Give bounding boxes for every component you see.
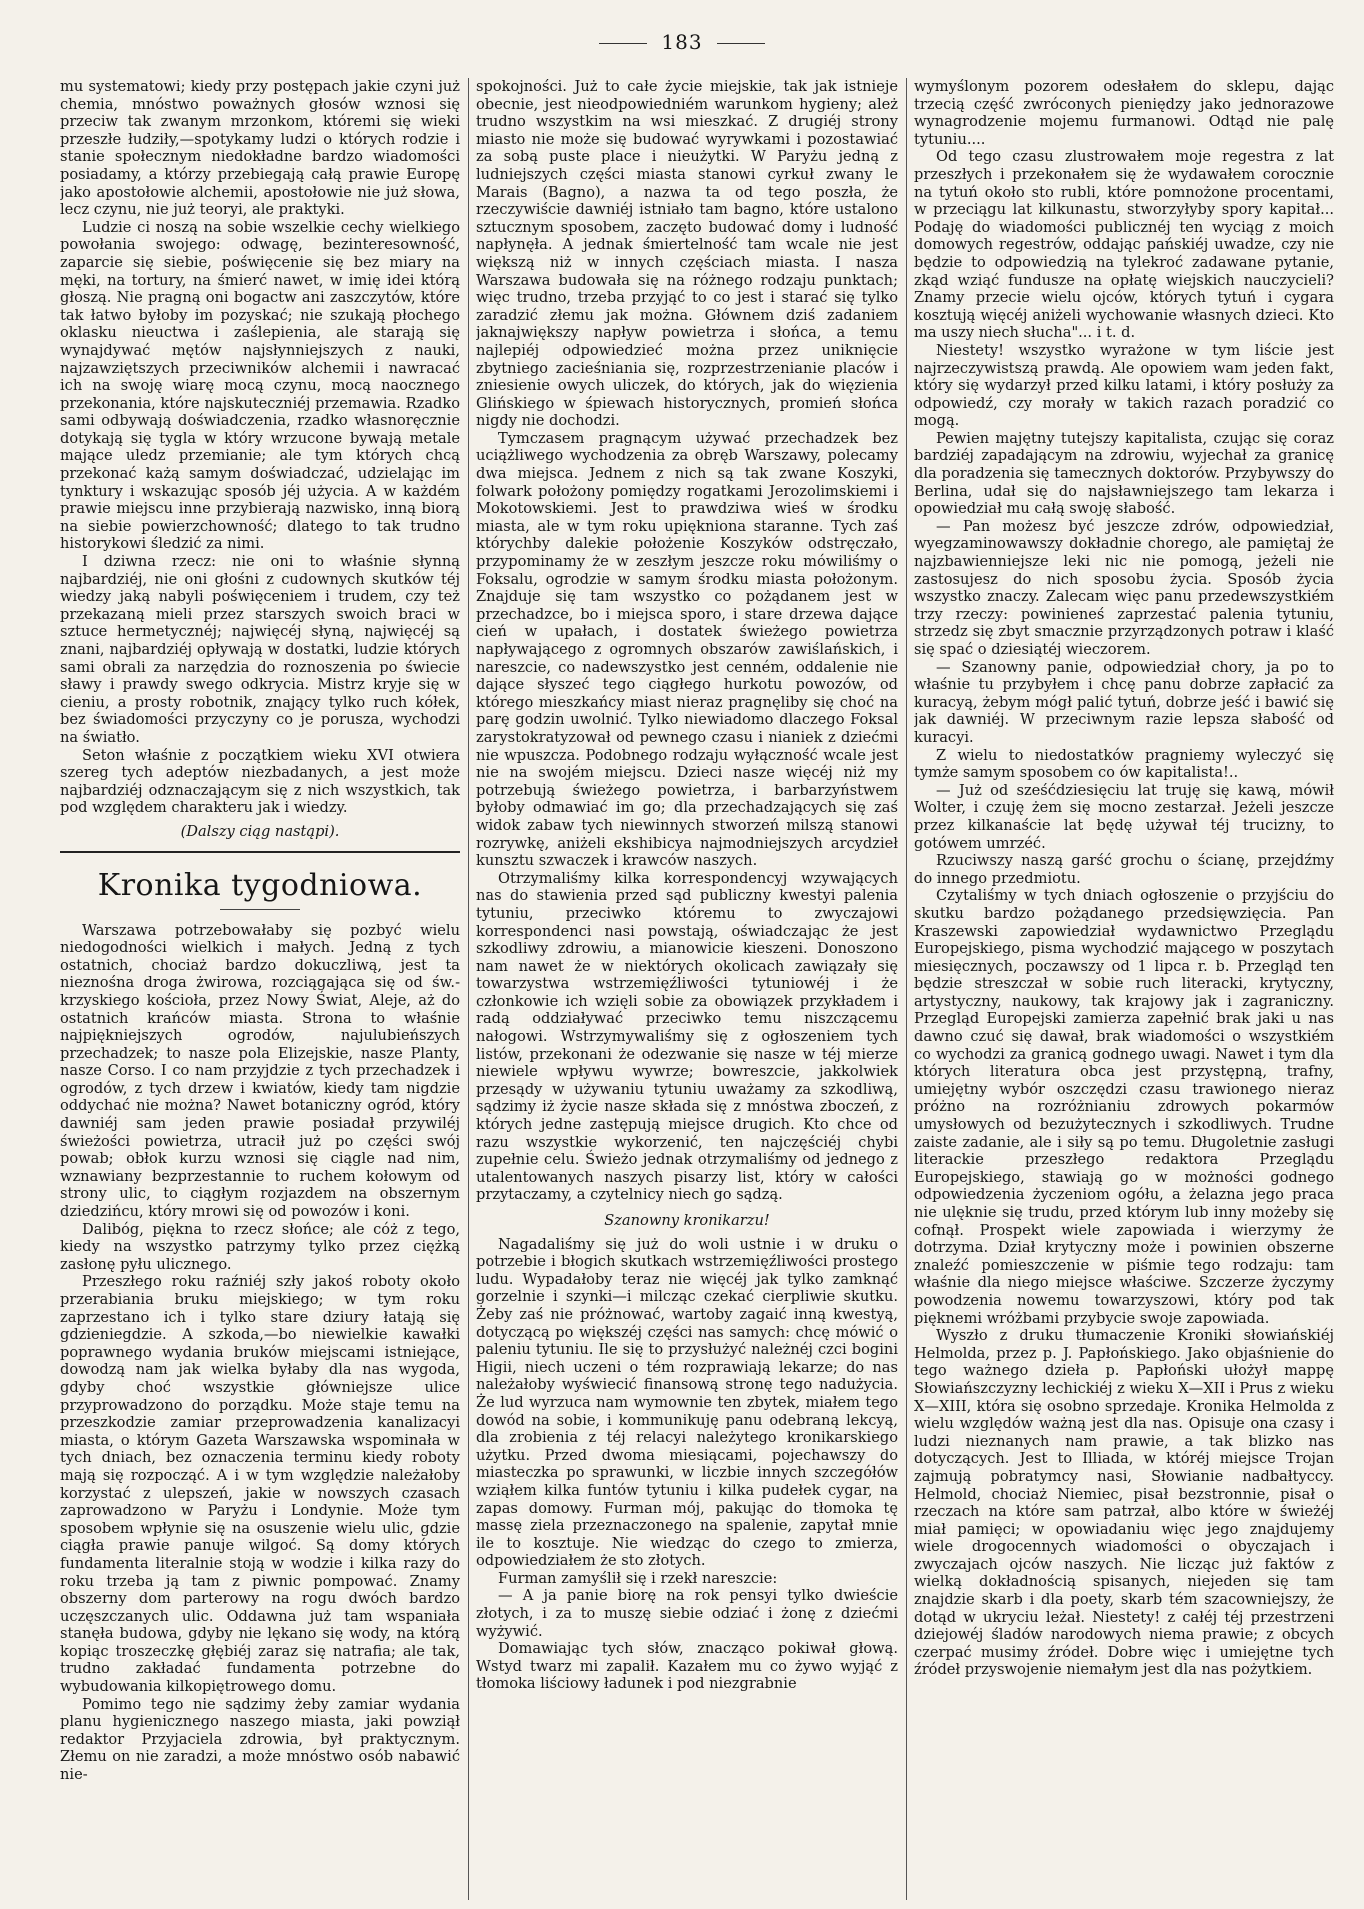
column-3 xyxy=(914,78,1334,1900)
page-number xyxy=(0,30,1364,54)
letter-salutation: Szanowny kronikarzu! xyxy=(604,1212,770,1229)
paragraph: Ludzie ci noszą na sobie wszelkie cechy wielkiego powołania swojego: odwagę, bezinteresowność, zaparcie się siebie, poświęcenie się bez miary na męki, na tortury, na śmierć nawet, w imię idei którą głoszą. Nie pragną oni bogactw ani zaszczytów, które tak łatwo byłoby im pozyskać; nie szukają płochego oklasku nieuctwa i zaślepienia, ale starają się wynajdywać mętów najsłynniejszych z nauki, najzawziętszych przeciwników alchemii i nawracać ich na swoję wiarę mocą czynu, mocą naocznego przekonania, które najskuteczniéj przemawia. Rzadko sami odbywają doświadczenia, rzadko własnoręcznie dotykają się tygla w który wrzucone bywają metale mające uledz przemianie; ale tym których chcą przekonać każą samym doświadczać, udzielając im tynktury i wskazując sposób jéj użycia. A w każdém prawie miejscu inne przybierają nazwisko, inną biorą na siebie powierzchowność; dlatego to tak trudno historykowi śledzić za nimi. xyxy=(60,218,460,553)
paragraph: Warszawa potrzebowałaby się pozbyć wielu niedogodności wielkich i małych. Jedną z tych ostatnich, chociaż bardzo dokuczliwą, jest ta nieznośna droga żwirowa, rozciągająca się od św.-krzyskiego kościoła, przez Nowy Świat, Aleje, aż do ostatnich krańców miasta. Strona to właśnie najpiękniejszych ogrodów, najulubieńszych przechadzek; to nasze pola Elizejskie, nasze Planty, nasze Corso. I co nam przyjdzie z tych przechadzek i ogrodów, z tych drzew i kwiatów, kiedy tam nigdzie oddychać nie można? Nawet botaniczny ogród, który dawniéj sam jeden prawie posiadał przywiléj świeżości powietrza, utracił już po części swój powab; obłok kurzu wznosi się ciągle nad nim, wznawiany bezprzestannie to ruchem kołowym od strony ulic, to ciągłym rozjazdem na obszernym dziedzińcu, który mrowi się od powozów i koni. xyxy=(60,921,460,1221)
paragraph: Seton właśnie z początkiem wieku XVI otwiera szereg tych adeptów niezbadanych, a jest może najbardziéj odznaczającym się z nich wszystkich, tak pod względem charakteru jak i wiedzy. xyxy=(60,746,460,817)
paragraph: Z wielu to niedostatków pragniemy wyleczyć się tymże samym sposobem co ów kapitalista!.. xyxy=(914,746,1334,782)
paragraph: I dziwna rzecz: nie oni to właśnie słynną najbardziéj, nie oni głośni z cudownych skutków téj wiedzy jaką nabyli poświęceniem i trudem, czy też przekazaną mieli przez starszych swoich braci w sztuce hermetycznéj; najwięcéj słyną, najwięcéj są znani, najbardziéj opływają w dostatki, ludzie których sami obrali za narzędzia do roznoszenia po świecie sławy i prawdy swego odkrycia. Mistrz kryje się w cieniu, a prosty robotnik, znający tylko ruch kółek, bez świadomości przyczyny co je porusza, wychodzi na światło. xyxy=(60,553,460,746)
paragraph: Domawiając tych słów, znacząco pokiwał głową. Wstyd twarz mi zapalił. Kazałem mu co żywo wyjąć z tłomoka liściowy ładunek i pod niezgrabnie xyxy=(476,1640,898,1693)
column-1 xyxy=(60,78,460,1900)
paragraph: Dalibóg, piękna to rzecz słońce; ale cóż z tego, kiedy na wszystko patrzymy tylko przez ciężką zasłonę pyłu ulicznego. xyxy=(60,1220,460,1273)
paragraph: Pewien majętny tutejszy kapitalista, czując się coraz bardziéj zapadającym na zdrowiu, wyjechał za granicę dla poradzenia się tamecznych doktorów. Przybywszy do Berlina, udał się do najsławniejszego tam lekarza i opowiedział mu całą swoję słabość. xyxy=(914,429,1334,518)
paragraph: Od tego czasu zlustrowałem moje regestra z lat przeszłych i przekonałem się że wydawałem corocznie na tytuń około sto rubli, które pomnożone procentami, w przeciągu lat kilkunastu, stworzyłyby spory kapitał... Podaję do wiadomości publicznéj ten wyciąg z moich domowych regestrów, oddając pańskiéj uwadze, czy nie będzie to odpowiedzią na tylekroć zadawane pytanie, zkąd wziąć fundusze na opłatę wiejskich nauczycieli? Znamy przecie wielu ojców, których tytuń i cygara kosztują więcéj aniżeli wychowanie własnych dzieci. Kto ma uszy niech słucha"... i t. d. xyxy=(914,148,1334,342)
continuation-note: (Dalszy ciąg nastąpi). xyxy=(180,822,340,840)
column-2 xyxy=(476,78,898,1900)
paragraph: — Pan możesz być jeszcze zdrów, odpowiedział, wyegzaminowawszy dokładnie chorego, ale pamiętaj że najzbawienniejsze leki nic nie pomogą, jeżeli nie zastosujesz do nich sposobu życia. Sposób życia wszystko znaczy. Zalecam więc panu przedewszystkiém trzy rzeczy: powinieneś zaprzestać palenia tytuniu, strzedz się zbyt smacznie przyrządzonych potraw i klaść się spać o dziesiątéj wieczorem. xyxy=(914,517,1334,658)
paragraph: — A ja panie biorę na rok pensyi tylko dwieście złotych, i za to muszę siebie odziać i żonę z dziećmi wyżywić. xyxy=(476,1587,898,1640)
paragraph: Przeszłego roku raźniéj szły jakoś roboty około przerabiania bruku miejskiego; w tym roku zaprzestano ich i tylko stare dziury łatają się gdzieniegdzie. A szkoda,—bo niewielkie kawałki poprawnego wydania bruków miejscami istniejące, dowodzą nam jak wielka byłaby dla nas wygoda, gdyby choć wszystkie główniejsze ulice przyprowadzono do porządku. Może staje temu na przeszkodzie zamiar przeprowadzenia kanalizacyi miasta, o którym Gazeta Warszawska wspominała w tych dniach, bez oznaczenia terminu kiedy roboty mają się rozpocząć. A i w tym względzie należałoby korzystać z ulepszeń, jakie w nowszych czasach zaprowadzono w Paryżu i Londynie. Może tym sposobem wpłynie się na osuszenie wielu ulic, gdzie ciągła prawie panuje wilgoć. Są domy których fundamenta literalnie stoją w wodzie i kilka razy do roku trzeba ją tam z piwnic pompować. Znamy obszerny dom parterowy na rogu dwóch bardzo uczęszczanych ulic. Oddawna już tam wspaniała stanęła budowa, gdyby nie lękano się wody, na którą kopiąc troszeczkę głębiéj zaraz się natrafia; ale tak, trudno zakładać fundamenta potrzebne do wybudowania kilkopiętrowego domu. xyxy=(60,1273,460,1696)
paragraph: Otrzymaliśmy kilka korrespondencyj wzywających nas do stawienia przed sąd publiczny kwestyi palenia tytuniu, przeciwko któremu to zwyczajowi korrespondenci nasi powstają, oświadczając że jest szkodliwy zdrowiu, a mianowicie kieszeni. Donoszono nam nawet że w niektórych okolicach zawiązały się towarzystwa wstrzemięźliwości tytuniowéj i że członkowie ich wzięli sobie za obowiązek przykładem i radą oddziaływać przeciwko temu niszczącemu nałogowi. Wstrzymywaliśmy się z ogłoszeniem tych listów, przekonani że odezwanie się nasze w téj mierze niewiele wpływu wywrze; bowreszcie, jakkolwiek przesądy w używaniu tytuniu uważamy za szkodliwą, sądzimy iż życie nasze składa się z mnóstwa zboczeń, z których jedne zastępują miejsce drugich. Kto chce od razu wszystkie wykorzenić, ten najczęściéj chybi zupełnie celu. Świeżo jednak otrzymaliśmy od jednego z utalentowanych naszych pisarzy list, który w całości przytaczamy, a czytelnicy niech go sądzą. xyxy=(476,869,898,1204)
column-divider-2 xyxy=(906,78,907,1900)
paragraph: mu systematowi; kiedy przy postępach jakie czyni już chemia, mnóstwo poważnych głosów wznosi się przeciw tak zwanym mrzonkom, któremi się wieki przeszłe łudziły,—spotykamy ludzi o których rodzie i stanie społecznym niedokładne bardzo wiadomości posiadamy, a którzy przebiegają całą prawie Europę jako apostołowie alchemii, apostołowie nie już słowa, lecz czynu, nie już teoryi, ale praktyki. xyxy=(60,78,460,219)
paragraph: Furman zamyślił się i rzekł nareszcie: xyxy=(498,1569,778,1587)
paragraph: Tymczasem pragnącym używać przechadzek bez uciążliwego wychodzenia za obręb Warszawy, polecamy dwa miejsca. Jednem z nich są tak zwane Koszyki, folwark położony pomiędzy rogatkami Jerozolimskiemi i Mokotowskiemi. Jest to prawdziwa wieś w środku miasta, ale w tym roku upiękniona staranne. Tych zaś którychby dalekie położenie Koszyków odstręczało, przypominamy że w zeszłym jeszcze roku mówiliśmy o Foksalu, ogrodzie w samym środku miasta położonym. Znajduje się tam wszystko co pożądanem jest w przechadzce, bo i miejsca sporo, i stare drzewa dające cień w upałach, i dostatek świeżego powietrza napływającego z ogromnych obszarów zawiślańskich, i nareszcie, co nadewszystko jest cenném, oddalenie nie dające słyszeć tego ciągłego hurkotu powozów, od którego mieszkańcy miast nieraz pragnęliby się choć na parę godzin uwolnić. Tylko niewiadomo dlaczego Foksal zarystokratyzował od pewnego czasu i nianiek z dziećmi nie wpuszcza. Podobnego rodzaju wyłączność wcale jest nie na swojém miejscu. Dzieci nasze więcéj niż my potrzebują świeżego powietrza, i barbarzyństwem byłoby odmawiać im go; dla przechadzających się zaś widok zabaw tych niewinnych stworzeń milszą stanowi rozrywkę, aniżeli ekshibicya najmodniejszych arcydzieł kunsztu szwaczek i krawców naszych. xyxy=(476,429,898,870)
paragraph: Rzuciwszy naszą garść grochu o ścianę, przejdźmy do innego przedmiotu. xyxy=(914,852,1334,887)
title-underline xyxy=(220,909,300,910)
column-divider-1 xyxy=(468,78,469,1900)
paragraph: Pomimo tego nie sądzimy żeby zamiar wydania planu hygienicznego naszego miasta, jaki powziął redaktor Przyjaciela zdrowia, był praktycznym. Złemu on nie zaradzi, a może mnóstwo osób nabawić nie- xyxy=(60,1695,460,1784)
paragraph: Nagadaliśmy się już do woli ustnie i w druku o potrzebie i błogich skutkach wstrzemięźliwości prostego ludu. Wypadałoby teraz nie więcéj jak tylko zamknąć gorzelnie i szynki—i milcząc czekać cierpliwie skutku. Żeby zaś nie próżnować, wartoby zagaić inną kwestyą, dotyczącą po większéj części nas samych: chcę mówić o paleniu tytuniu. Ile się to przysłużyć należnéj czci bogini Higii, niech uczeni o tém rozprawiają lekarze; do nas należałoby wyświecić finansową stronę tego nadużycia. Że lud wyrzuca nam wymownie ten zbytek, miałem tego dowód na sobie, i kommunikuję panu odebraną lekcyą, dla zrobienia z téj relacyi należytego kronikarskiego użytku. Przed dwoma miesiącami, pojechawszy do miasteczka po sprawunki, w liczbie innych szczegółów wziąłem kilka funtów tytuniu i kilka pudełek cygar, na zapas domowy. Furman mój, pakując do tłomoka tę massę ziela przeznaczonego na spalenie, zapytał mnie ile to kosztuje. Nie wiedząc do czego to zmierza, odpowiedziałem że sto złotych. xyxy=(476,1235,898,1570)
paragraph: spokojności. Już to całe życie miejskie, tak jak istnieje obecnie, jest nieodpowiedniém warunkom hygieny; ależ trudno wszystkim na wsi mieszkać. Z drugiéj strony miasto nie może się budować wyrywkami i pozostawiać za sobą puste place i nieużytki. W Paryżu jedną z ludniejszych części miasta stanowi cyrkuł zwany le Marais (Bagno), a nazwa ta od tego poszła, że rzeczywiście dawniéj istniało tam bagno, które ustalono sztucznym sposobem, zaczęto budować domy i ludność napłynęła. A jednak śmiertelność tam wcale nie jest większą niż w innych częściach miasta. I nasza Warszawa budowała się na różnego rodzaju punktach; więc trudno, trzeba przyjąć to co jest i starać się tylko zaradzić złemu jak można. Głównem dziś zadaniem jaknajwiększy napływ powietrza i słońca, a temu najlepiéj odpowiedzieć można przez uniknięcie zbytniego zacieśniania się, rozprzestrzenianie placów i zniesienie owych uliczek, do których, jak do więzienia Glińskiego w śpiewach historycznych, promień słońca nigdy nie dochodzi. xyxy=(476,78,898,430)
paragraph: Wyszło z druku tłumaczenie Kroniki słowiańskiéj Helmolda, przez p. J. Papłońskiego. Jako objaśnienie do tego ważnego dzieła p. Papłoński ułożył mappę Słowiańszczyzny lechickiéj z wieku X—XII i Prus z wieku X—XIII, która się osobno sprzedaje. Kronika Helmolda z wielu względów ważną jest dla nas. Opisuje ona czasy i ludzi nieznanych nam prawie, a tak blizko nas dotyczących. Jest to Illiada, w któréj miejsce Trojan zajmują pobratymcy nasi, Słowianie nadbałtyccy. Helmold, chociaż Niemiec, pisał bezstronnie, pisał o rzeczach na które sam patrzał, albo które w świeżéj miał pamięci; w opowiadaniu więc jego znajdujemy wiele drogocennych wiadomości o obyczajach i zwyczajach ojców naszych. Nie licząc już faktów z wielką dokładnością spisanych, niejeden się tam znajdzie skarb i dla poety, skarb tém szacowniejszy, że dotąd w ukryciu leżał. Niestety! z całéj téj przestrzeni dziejowéj śladów narodowych niema prawie; z obcych czerpać musimy źródeł. Dobre więc i umiejętne tych źródeł przyswojenie niemałym jest dla nas pożytkiem. xyxy=(914,1327,1334,1679)
paragraph: wymyślonym pozorem odesłałem do sklepu, dając trzecią część zwróconych pieniędzy jako jednorazowe wynagrodzenie mojemu furmanowi. Odtąd nie palę tytuniu.... xyxy=(914,78,1334,148)
paragraph: Niestety! wszystko wyrażone w tym liście jest najrzeczywistszą prawdą. Ale opowiem wam jeden fakt, który się wydarzył przed kilku latami, i który posłuży za odpowiedź, czy morały w takich razach poradzić co mogą. xyxy=(914,341,1334,430)
section-title: Kronika tygodniowa. xyxy=(97,867,423,903)
page-number-text: 183 xyxy=(661,30,703,54)
right-dash xyxy=(717,43,765,44)
paragraph: Czytaliśmy w tych dniach ogłoszenie o przyjściu do skutku bardzo pożądanego przedsięwzięcia. Pan Kraszewski zapowiedział wydawnictwo Przeglądu Europejskiego, pisma wychodzić mającego w poszytach miesięcznych, poczawszy od 1 lipca r. b. Przegląd ten będzie streszczał w sobie ruch literacki, krytyczny, artystyczny, naukowy, tak krajowy jak i zagraniczny. Przegląd Europejski zamierza zapełnić brak jaki u nas dawno czuć się dawał, brak wiadomości o wszystkiém co wychodzi za granicą godnego uwagi. Nawet i tym dla których literatura obca jest przystępną, trafny, umiejętny wybór oszczędzi czasu trawionego nieraz próżno na rozróżnianiu zdrowych pokarmów umysłowych od bezużytecznych i szkodliwych. Trudne zaiste zadanie, ale i siły są po temu. Długoletnie zasługi literackie przeszłego redaktora Przeglądu Europejskiego, stawiają go w możności godnego odpowiedzenia życzeniom ogółu, a żelazna jego praca nie ulęknie się trudu, przed którym lub inny możeby się cofnął. Prospekt wiele zapowiada i wierzymy że dotrzyma. Dział krytyczny może i powinien obszerne znaleźć pomieszczenie w piśmie tego rodzaju: tam właśnie dla niego miejsce właściwe. Szczerze życzymy powodzenia nowemu towarzyszowi, który pod tak pięknemi wróżbami przybycie swoje zapowiada. xyxy=(914,887,1334,1327)
section-divider xyxy=(60,851,460,853)
paragraph: — Już od sześćdziesięciu lat truję się kawą, mówił Wolter, i czuję żem się mocno zestarzał. Jeżeli jeszcze przez kilkanaście lat będę używał téj trucizny, to gotówem umrzéć. xyxy=(914,781,1334,852)
paragraph: — Szanowny panie, odpowiedział chory, ja po to właśnie tu przybyłem i chcę panu dobrze zapłacić za kuracyą, żebym mógł palić tytuń, dobrze jeść i bawić się jak dawniéj. W przeciwnym razie lepsza słabość od kuracyi. xyxy=(914,658,1334,746)
left-dash xyxy=(599,43,647,44)
